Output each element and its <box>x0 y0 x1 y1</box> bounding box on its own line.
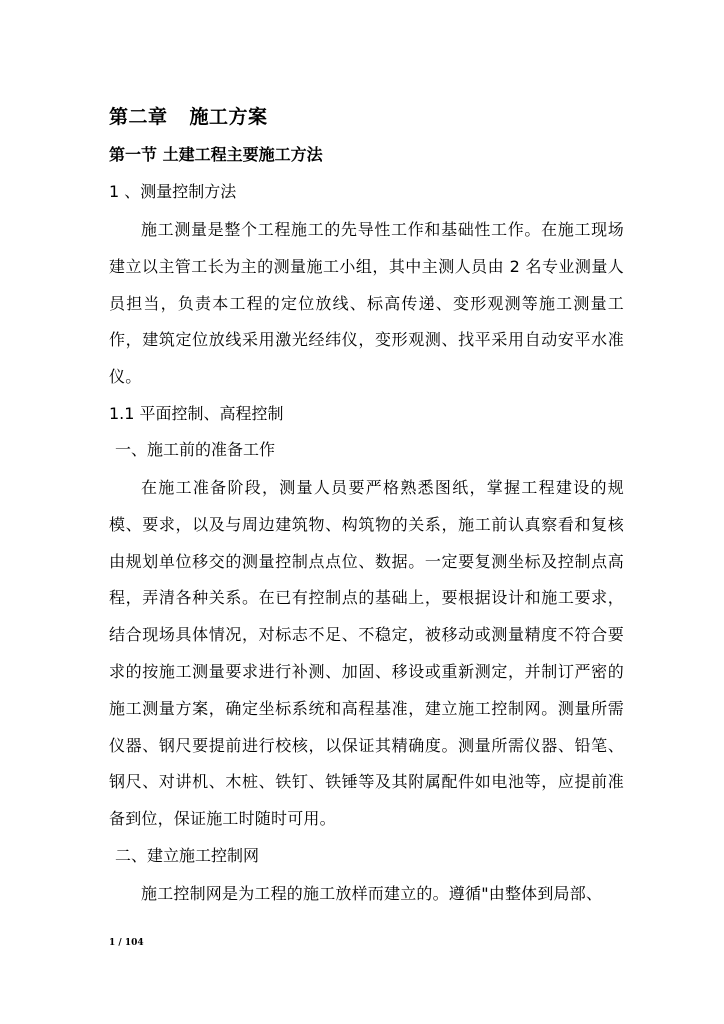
subsection-1-title: 1 、测量控制方法 <box>109 182 237 201</box>
page-number: 1 / 104 <box>109 938 144 948</box>
chapter-name: 施工方案 <box>189 106 268 128</box>
part-two-paragraph: 施工控制网是为工程的施工放样而建立的。遵循"由整体到局部、 <box>141 883 603 903</box>
part-two-title: 二、建立施工控制网 <box>115 845 260 865</box>
document-body <box>109 98 624 913</box>
chapter-title <box>109 98 624 136</box>
subsection-1-paragraph: 施工测量是整个工程施工的先导性工作和基础性工作。在施工现场建立以主管工长为主的测量施工小组，其中主测人员由 2 名专业测量人员担当，负责本工程的定位放线、标高传递、变形观测等施工测量工作，建筑定位放线采用激光经纬仪，变形观测、找平采用自动安平水准仪。 <box>109 220 624 387</box>
subsection-1-1-title: 1.1 平面控制、高程控制 <box>109 403 284 423</box>
part-one-title: 一、施工前的准备工作 <box>115 439 276 459</box>
section-title: 第一节 土建工程主要施工方法 <box>109 145 323 164</box>
part-one-paragraph: 在施工准备阶段，测量人员要严格熟悉图纸，掌握工程建设的规模、要求，以及与周边建筑物、构筑物的关系，施工前认真察看和复核由规划单位移交的测量控制点点位、数据。一定要复测坐标及控制点高程，弄清各种关系。在已有控制点的基础上，要根据设计和施工要求，结合现场具体情况，对标志不足、不稳定，被移动或测量精度不符合要求的按施工测量要求进行补测、加固、移设或重新测定，并制订严密的施工测量方案，确定坐标系统和高程基准，建立施工控制网。测量所需仪器、钢尺要提前进行校核，以保证其精确度。测量所需仪器、铅笔、钢尺、对讲机、木桩、铁钉、铁锤等及其附属配件如电池等，应提前准备到位，保证施工时随时可用。 <box>109 477 624 829</box>
chapter-number: 第二章 <box>109 106 168 128</box>
